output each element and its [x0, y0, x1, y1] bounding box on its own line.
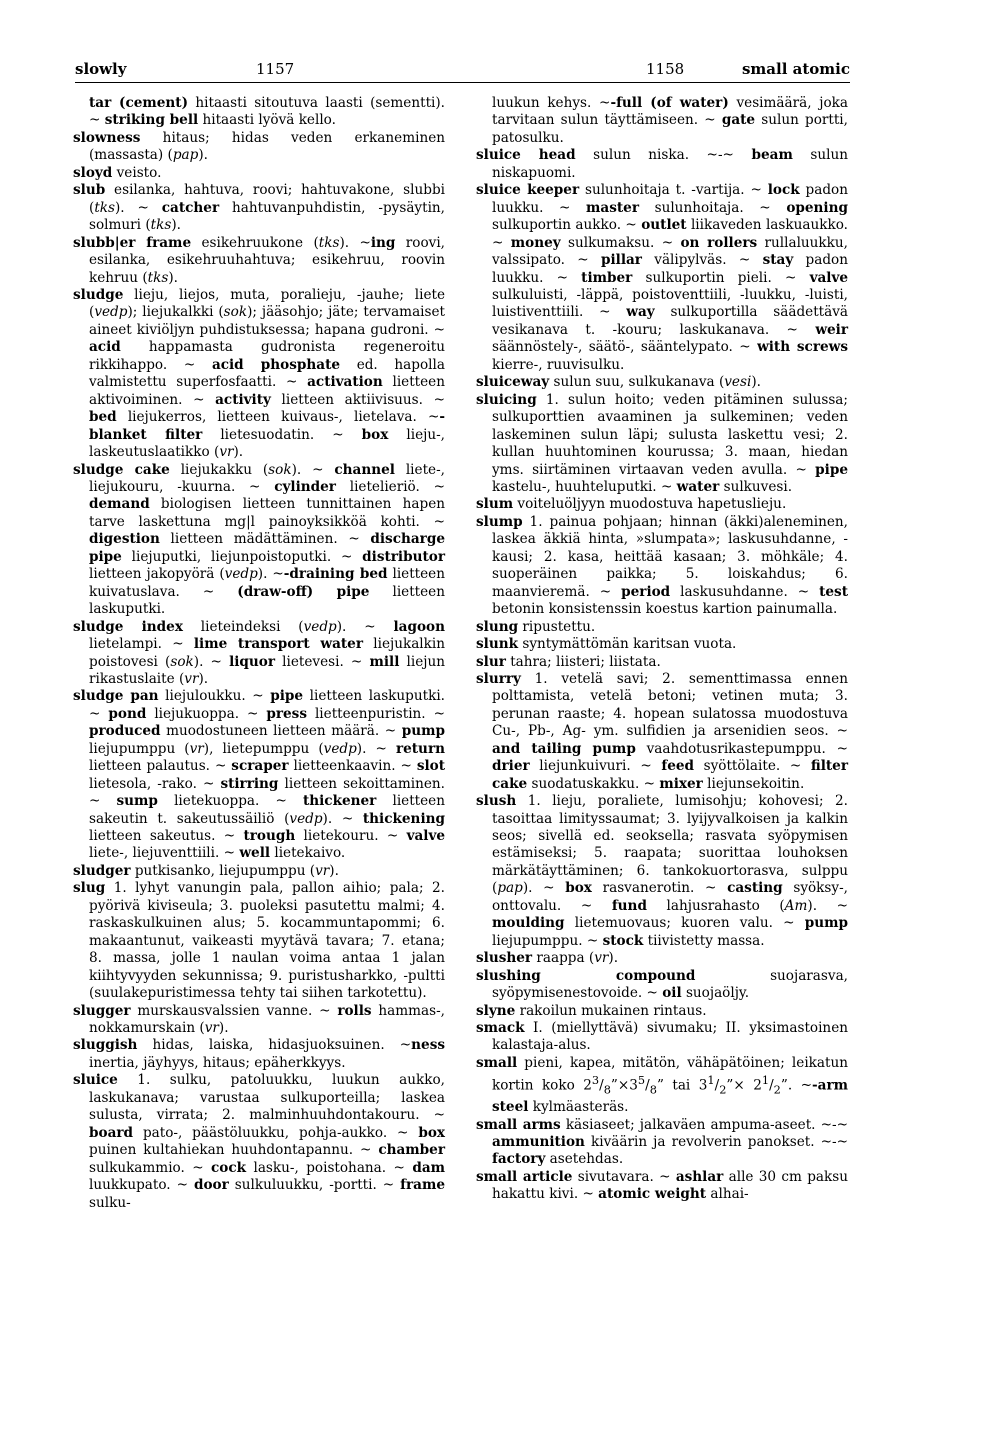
- dictionary-entry: slowness hitaus; hidas veden erkaneminen (massasta) (pap).: [73, 129, 445, 164]
- entry-continuation: tar (cement) hitaasti sitoutuva laasti (sementti). ~ striking bell hitaasti lyövä kello.: [89, 95, 446, 129]
- dictionary-entry: slug 1. lyhyt vanungin pala, pallon aihio; pala; 2. pyörivä kiviseula; 3. puoleksi pasutettu malmi; 4. raskaskulkuinen alus; 5. kocammuntapommi; 6. makaantunut, vaikeasti myytävä tavara; 7. etana; 8. massa, jolle 1 naulan voima antaa 1 jalan kiihtyvyyden sekunnissa; 9. puristusharkko, -pultti (suulakepuristimessa tehty tai siihen tarkotettu).: [73, 880, 445, 1002]
- left-guide-word: slowly: [75, 60, 127, 78]
- dictionary-entry: slugger murskausvalssien vanne. ~ rolls hammas-, nokkamurskain (vr).: [73, 1002, 445, 1037]
- dictionary-entry: sluice head sulun niska. ~-~ beam sulun niskapuomi.: [476, 147, 848, 181]
- dictionary-entry: sluicing 1. sulun hoito; veden pitäminen sulussa; sulkuporttien avaaminen ja sulkeminen; veden laskeminen sulun läpi; sulusta laskettu vesi; 2. kullan huuhtominen kourussa; 3. maan, hiedan yms. siirtäminen virtaavan veden avulla. ~ pipe kastelu-, huuhteluputki. ~ water sulkuvesi.: [476, 391, 848, 495]
- dictionary-entry: sludge cake liejukakku (sok). ~ channel liete-, liejukouru, -kuurna. ~ cylinder lietelieriö. ~ demand biologisen lietteen tunnittainen hapen tarve laskettuna mg|l painoyksikköä kohti. ~ digestion lietteen mädättäminen. ~ discharge pipe liejuputki, liejunpoistoputki. ~ distributor lietteen jakopyörä (vedp). ~-draining bed lietteen kuivatuslava. ~ (draw-off) pipe lietteen laskuputki.: [73, 461, 445, 618]
- dictionary-entry: slunk syntymättömän karitsan vuota.: [476, 636, 737, 653]
- dictionary-entry: sludge lieju, liejos, muta, poralieju, -jauhe; liete (vedp); liejukalkki (sok); jääsohjo; jäte; tervamaiset aineet kiviöljyn puhdistuksessa; hapana gudroni. ~ acid happamasta gudronista regeneroitu rikkihappo. ~ acid phosphate ed. hapolla valmistettu superfosfaatti. ~ activation lietteen aktivoiminen. ~ activity lietteen aktiivisuus. ~ bed liejukerros, lietteen kuivaus-, lietelava. ~-blanket filter lietesuodatin. ~ box lieju-, laskeutuslaatikko (vr).: [73, 286, 446, 461]
- dictionary-entry: sluice 1. sulku, patoluukku, luukun aukko, laskukanava; varustaa sulkuporteilla; laskea sulusta, virrata; 2. malminhuuhdontakouru. ~ board pato-, päästöluukku, pohja-aukko. ~ box puinen kultahiekan huuhdontapannu. ~ chamber sulkukammio. ~ cock lasku-, poistohana. ~ dam luukkupato. ~ door sulkuluukku, -portti. ~ frame sulku-: [73, 1072, 446, 1211]
- dictionary-entry: small arms käsiaseet; jalkaväen ampuma-aseet. ~-~ ammunition kiväärin ja revolverin panokset. ~-~ factory asetehdas.: [476, 1116, 848, 1168]
- dictionary-entry: slur tahra; liisteri; liistata.: [476, 653, 661, 670]
- dictionary-entry: slush 1. lieju, poraliete, lumisohju; kohovesi; 2. tasoittaa limityssaumat; 3. lyijyvalkoisen ja kalkin seos; sivellä ed. seoksella; rasvata syöpymisen estämiseksi; 5. raapata; suorittaa louhoksen märkätäyttäminen; 6. tankokuortorasva, sulppu (pap). ~ box rasvanerotin. ~ casting syöksy-, onttovalu. ~ fund lahjusrahasto (Am). ~ moulding lietemuovaus; kuoren valu. ~ pump liejupumppu. ~ stock tiivistetty massa.: [476, 793, 848, 949]
- dictionary-entry: slung ripustettu.: [476, 618, 596, 635]
- dictionary-entry: slurry 1. vetelä savi; 2. sementtimassa ennen polttamista, vetelä betoni; vetinen muta; 3. perunan raaste; 4. hopean sulatossa muodostuva Cu-, Pb-, Ag- ym. sulfidien ja arsenidien seos. ~ and tailing pump vaahdotusrikastepumppu. ~ drier liejunkuivuri. ~ feed syöttölaite. ~ filter cake suodatuskakku. ~ mixer liejunsekoitin.: [476, 670, 848, 792]
- dictionary-entry: slushing compound suojarasva, syöpymisenestovoide. ~ oil suojaöljy.: [476, 967, 848, 1002]
- dictionary-entry: slub esilanka, hahtuva, roovi; hahtuvakone, slubbi (tks). ~ catcher hahtuvanpuhdistin, -pysäytin, solmuri (tks).: [73, 182, 445, 234]
- header-rule: [75, 82, 850, 83]
- dictionary-entry: slusher raappa (vr).: [476, 950, 619, 967]
- dictionary-entry: sludge index lieteindeksi (vedp). ~ lagoon lietelampi. ~ lime transport water liejukalkin poistovesi (sok). ~ liquor lietevesi. ~ mill liejun rikastuslaite (vr).: [73, 618, 445, 687]
- dictionary-entry: small article sivutavara. ~ ashlar alle 30 cm paksu hakattu kivi. ~ atomic weight alhai-: [476, 1168, 848, 1203]
- left-column: [73, 95, 445, 1212]
- left-page-number: 1157: [256, 60, 295, 78]
- dictionary-entry: slyne rakoilun mukainen rintaus.: [476, 1002, 707, 1019]
- dictionary-entry: sloyd veisto.: [73, 164, 162, 181]
- dictionary-entry: sluggish hidas, laiska, hidasjuoksuinen. ~ness inertia, jäyhyys, hitaus; epäherkkyys.: [73, 1037, 445, 1071]
- dictionary-entry: sluice keeper sulunhoitaja t. -vartija. ~ lock padon luukku. ~ master sulunhoitaja. ~ opening sulkuportin aukko. ~ outlet liikaveden laskuaukko. ~ money sulkumaksu. ~ on rollers rullaluukku, valssipato. ~ pillar välipylväs. ~ stay padon luukku. ~ timber sulkuportin pieli. ~ valve sulkuluisti, -läppä, poistoventtiili, -luukku, -luisti, luistiventtiili. ~ way sulkuportilla säädettävä vesikanava t. -kouru; laskukanava. ~ weir säännöstely-, säätö-, sääntelypato. ~ with screws kierre-, ruuvisulku.: [476, 182, 849, 373]
- right-guide-word: small atomic: [741, 60, 850, 78]
- right-column: [476, 95, 848, 1204]
- dictionary-entry: slum voiteluöljyyn muodostuva hapetuslieju.: [476, 496, 787, 513]
- running-header: [75, 60, 850, 82]
- dictionary-entry: small pieni, kapea, mitätön, vähäpätöinen; leikatun kortin koko $2^3/_8”\times 3^5/_8$” tai $3^1/_2”\times 2^1/_2$”. ~-arm steel kylmäasteräs.: [476, 1054, 849, 1116]
- entry-continuation: luukun kehys. ~-full (of water) vesimäärä, joka tarvitaan sulun täyttämiseen. ~ gate sulun portti, patosulku.: [492, 95, 848, 146]
- dictionary-entry: slump 1. painua pohjaan; hinnan (äkki)aleneminen, laskea äkkiä hinta, »slumpata»; laskusuhdanne, -kausi; 2. kasa, heittää kasaan; 3. möhkäle; 4. suoperäinen paikka; 5. loiskahdus; 6. maanvieremä. ~ period laskusuhdanne. ~ test betonin konsistenssin koestus kartion painumalla.: [476, 513, 848, 618]
- dictionary-entry: slubb|er frame esikehruukone (tks). ~ing roovi, esilanka, esikehruuhahtuva; esikehruu, roovin kehruu (tks).: [73, 234, 445, 286]
- dictionary-entry: sluiceway sulun suu, sulkukanava (vesi).: [476, 374, 761, 391]
- dictionary-entry: smack I. (miellyttävä) sivumaku; II. yksimastoinen kalastaja-alus.: [476, 1020, 848, 1054]
- dictionary-entry: sludge pan liejuloukku. ~ pipe lietteen laskuputki. ~ pond liejukuoppa. ~ press lietteenpuristin. ~ produced muodostuneen lietteen määrä. ~ pump liejupumppu (vr), lietepumppu (vedp). ~ return lietteen palautus. ~ scraper lietteenkaavin. ~ slot lietesola, -rako. ~ stirring lietteen sekoittaminen. ~ sump lietekuoppa. ~ thickener lietteen sakeutin t. sakeutussäiliö (vedp). ~ thickening lietteen sakeutus. ~ trough lietekouru. ~ valve liete-, liejuventtiili. ~ well lietekaivo.: [73, 688, 445, 862]
- dictionary-entry: sludger putkisanko, liejupumppu (vr).: [73, 862, 339, 879]
- right-page-number: 1158: [646, 60, 685, 78]
